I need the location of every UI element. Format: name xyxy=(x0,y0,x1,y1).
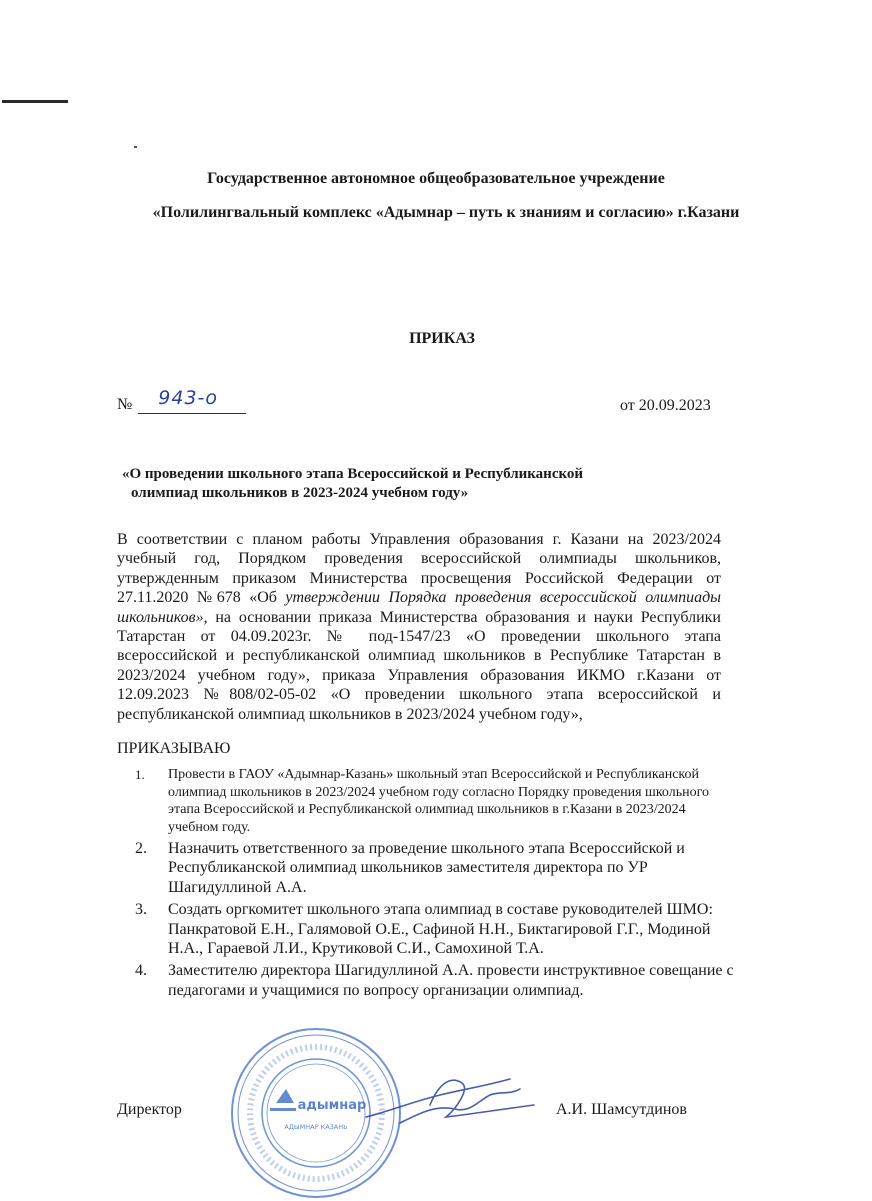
number-sign: № xyxy=(117,396,133,413)
decree-word: ПРИКАЗЫВАЮ xyxy=(117,740,231,757)
preamble-part-1: В соответствии с планом работы Управления образования г. Казани на 2023/2024 учебный год, Порядком проведения всероссийской олимпиады школьников, утвержденным приказом Министерства просвещения Российской Федерации от 27.11.2020 №678 «Об xyxy=(117,531,721,607)
item-text: Провести в ГАОУ «Адымнар-Казань» школьный этап Всероссийской и Республиканской олимпиад школьников в 2023/2024 учебном году согласно Порядку проведения школьного этапа Всероссийской и Республиканской олимпиад школьников в г.Казани в 2023/2024 учебном году. xyxy=(168,767,709,835)
stamp-brand: адымнар xyxy=(297,1098,367,1113)
stamp-city: АДЫМНАР КАЗАНЬ xyxy=(284,1123,348,1131)
scan-speck xyxy=(134,146,137,148)
order-title: ПРИКАЗ xyxy=(409,330,475,347)
preamble-italic: утверждении Порядка проведения всероссийской олимпиады школьников» xyxy=(117,589,721,626)
number-field xyxy=(138,387,246,414)
stamp-logo-icon xyxy=(276,1089,294,1103)
item-number: 3. xyxy=(135,901,147,919)
institution-name-line2: «Полилингвальный комплекс «Адымнар – путь к знаниям и согласию» г.Казани xyxy=(152,204,740,221)
director-name: А.И. Шамсутдинов xyxy=(556,1101,687,1118)
list-item xyxy=(135,766,735,836)
list-item xyxy=(135,961,735,1000)
director-label: Директор xyxy=(117,1101,182,1118)
order-date: от 20.09.2023 xyxy=(620,397,711,414)
item-text: Назначить ответственного за проведение школьного этапа Всероссийской и Республиканской олимпиад школьников заместителя директора по УР Шагидуллиной А.А. xyxy=(168,840,685,896)
preamble-paragraph xyxy=(117,530,721,724)
handwritten-number: 943-о xyxy=(158,387,219,409)
order-subject xyxy=(122,465,682,503)
subject-line-2: олимпиад школьников в 2023-2024 учебном году» xyxy=(131,485,469,501)
item-text: Создать оргкомитет школьного этапа олимпиад в составе руководителей ШМО: Панкратовой Е.Н., Галямовой О.Е., Сафиной Н.Н., Биктагировой Г.Г., Модиной Н.А., Гараевой Л.И., Крутиковой С.И., Самохиной Т.А. xyxy=(168,901,713,958)
order-items-list xyxy=(135,766,735,1003)
top-rule-mark xyxy=(2,100,68,103)
director-signature xyxy=(360,1065,540,1140)
list-item xyxy=(135,900,735,958)
list-item xyxy=(135,839,735,897)
order-number xyxy=(117,387,246,414)
item-number: 2. xyxy=(135,840,147,857)
item-text: Заместителю директора Шагидуллиной А.А. провести инструктивное совещание с педагогами и учащимися по вопросу организации олимпиад. xyxy=(168,962,734,999)
subject-line-1: «О проведении школьного этапа Всероссийской и Республиканской xyxy=(122,466,584,482)
item-number: 4. xyxy=(135,962,147,980)
preamble-part-2: , на основании приказа Министерства образования и науки Республики Татарстан от 04.09.2023г. № под-1547/23 «О проведении школьного этапа всероссийской и республиканской олимпиад школьников в Республике Татарстан в 2023/2024 учебном году», приказа Управления образования ИКМО г.Казани от 12.09.2023 №808/02-05-02 «О проведении школьного этапа всероссийской и республиканской олимпиад школьников в 2023/2024 учебном году», xyxy=(117,608,721,723)
institution-name-line1: Государственное автономное общеобразовательное учреждение xyxy=(207,170,665,187)
item-number: 1. xyxy=(135,767,145,782)
